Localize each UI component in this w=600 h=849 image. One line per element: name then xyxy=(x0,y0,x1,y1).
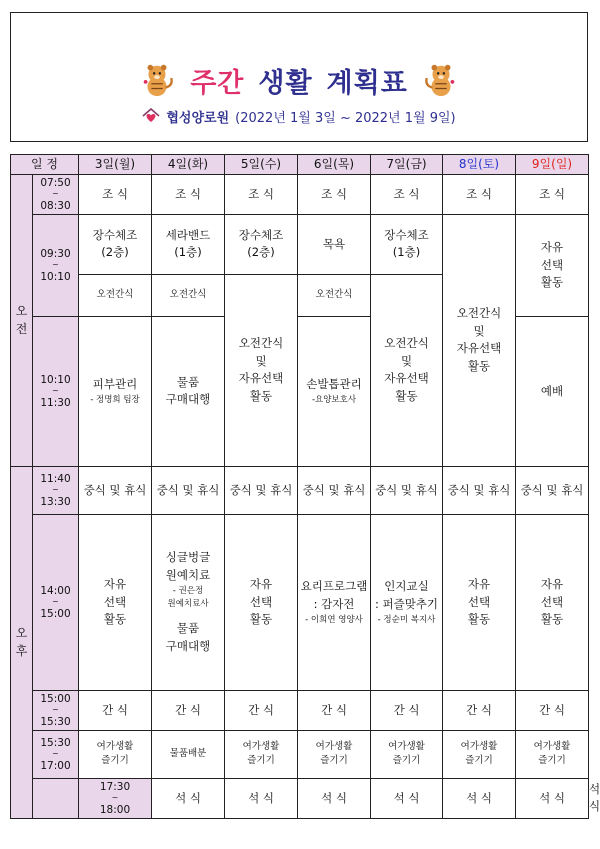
time-1530: 15:30 ~ 17:00 xyxy=(33,730,79,778)
period-am: 오 전 xyxy=(11,175,33,467)
cell-thu-snack2: 간 식 xyxy=(298,690,371,730)
period-pm-tail xyxy=(33,778,79,818)
cell-tue-breakfast: 조 식 xyxy=(152,175,225,215)
row-lunch xyxy=(11,466,589,514)
cell-sat-breakfast: 조 식 xyxy=(443,175,516,215)
header-row xyxy=(11,155,589,175)
cell-tue-snack2: 간 식 xyxy=(152,690,225,730)
col-header-fri: 7일(금) xyxy=(371,155,443,175)
tiger-mascot-icon xyxy=(422,60,460,100)
cell-sat-afternoon: 자유 선택 활동 xyxy=(443,514,516,690)
period-pm: 오 후 xyxy=(11,466,33,818)
schedule-table xyxy=(10,154,600,819)
cell-fri-dinner: 석 식 xyxy=(443,778,516,818)
cell-mon-care: 피부관리 - 정명희 팀장 xyxy=(79,316,152,466)
cell-fri-lunch: 중식 및 휴식 xyxy=(371,466,443,514)
cell-thu-dinner: 석 식 xyxy=(371,778,443,818)
cell-tue-afternoon: 싱글벙글 원예치료 - 권은정 원예치료사 물품 구매대행 xyxy=(152,514,225,690)
cell-wed-afternoon: 자유 선택 활동 xyxy=(225,514,298,690)
cell-fri-afternoon: 인지교실 : 퍼즐맞추기 - 정순미 복지사 xyxy=(371,514,443,690)
row-1530 xyxy=(11,730,589,778)
cell-sat-lunch: 중식 및 휴식 xyxy=(443,466,516,514)
cell-mon-lunch: 중식 및 휴식 xyxy=(79,466,152,514)
cell-wed-breakfast: 조 식 xyxy=(225,175,298,215)
cell-tue-exercise: 세라밴드 (1층) xyxy=(152,214,225,274)
cell-sun-afternoon: 자유 선택 활동 xyxy=(516,514,589,690)
time-0930: 09:30 ~ 10:10 xyxy=(33,214,79,316)
cell-wed-morning: 오전간식 및 자유선택 활동 xyxy=(225,274,298,466)
date-range: (2022년 1월 3일 ~ 2022년 1월 9일) xyxy=(235,110,456,126)
cell-mon-exercise: 장수체조 (2층) xyxy=(79,214,152,274)
time-1400: 14:00 ~ 15:00 xyxy=(33,514,79,690)
col-header-sun: 9일(일) xyxy=(516,155,589,175)
col-header-schedule: 일 정 xyxy=(11,155,79,175)
org-name: 협성양로원 xyxy=(166,110,230,126)
time-1010: 10:10 ~ 11:30 xyxy=(33,316,79,466)
time-0750: 07:50 ~ 08:30 xyxy=(33,175,79,215)
row-breakfast xyxy=(11,175,589,215)
cell-mon-breakfast: 조 식 xyxy=(79,175,152,215)
cell-tue-errand: 물품 구매대행 xyxy=(152,316,225,466)
time-1140: 11:40 ~ 13:30 xyxy=(33,466,79,514)
cell-thu-nail: 손발톱관리 -요양보호사 xyxy=(298,316,371,466)
cell-wed-lunch: 중식 및 휴식 xyxy=(225,466,298,514)
cell-mon-leisure: 여가생활 즐기기 xyxy=(79,730,152,778)
cell-sat-leisure: 여가생활 즐기기 xyxy=(443,730,516,778)
row-1400 xyxy=(11,514,589,690)
cell-mon-afternoon: 자유 선택 활동 xyxy=(79,514,152,690)
cell-mon-dinner: 석 식 xyxy=(152,778,225,818)
time-1500: 15:00 ~ 15:30 xyxy=(33,690,79,730)
cell-fri-snack2: 간 식 xyxy=(371,690,443,730)
cell-fri-breakfast: 조 식 xyxy=(371,175,443,215)
col-header-mon: 3일(월) xyxy=(79,155,152,175)
title-word-weekly: 주간 xyxy=(190,67,245,99)
cell-sun-breakfast: 조 식 xyxy=(516,175,589,215)
col-header-tue: 4일(화) xyxy=(152,155,225,175)
cell-wed-exercise: 장수체조 (2층) xyxy=(225,214,298,274)
cell-mon-snack2: 간 식 xyxy=(79,690,152,730)
subtitle-row xyxy=(11,105,587,127)
time-1730: 17:30 ~ 18:00 xyxy=(79,778,152,818)
house-heart-icon xyxy=(142,108,160,124)
cell-sun-lunch: 중식 및 휴식 xyxy=(516,466,589,514)
row-dinner: 17:30 ~ 18:00 석 식 석 식 석 식 석 식 석 식 석 식 석 식 xyxy=(11,778,589,818)
col-header-thu: 6일(목) xyxy=(298,155,371,175)
row-0930 xyxy=(11,214,589,274)
cell-thu-afternoon: 요리프로그램 : 감자전 - 이희연 영양사 xyxy=(298,514,371,690)
title-word-life: 생활 xyxy=(258,67,313,99)
col-header-wed: 5일(수) xyxy=(225,155,298,175)
cell-sat-snack2: 간 식 xyxy=(443,690,516,730)
cell-wed-dinner: 석 식 xyxy=(298,778,371,818)
cell-fri-leisure: 여가생활 즐기기 xyxy=(371,730,443,778)
cell-wed-snack2: 간 식 xyxy=(225,690,298,730)
cell-tue-lunch: 중식 및 휴식 xyxy=(152,466,225,514)
cell-tue-leisure: 물품배분 xyxy=(152,730,225,778)
cell-sun-worship: 예배 xyxy=(516,316,589,466)
header-box xyxy=(10,12,588,142)
tiger-mascot-icon xyxy=(138,60,176,100)
cell-mon-snack: 오전간식 xyxy=(79,274,152,316)
cell-thu-snack: 오전간식 xyxy=(298,274,371,316)
cell-thu-lunch: 중식 및 휴식 xyxy=(298,466,371,514)
cell-wed-leisure: 여가생활 즐기기 xyxy=(225,730,298,778)
cell-sun-snack2: 간 식 xyxy=(516,690,589,730)
cell-tue-dinner: 석 식 xyxy=(225,778,298,818)
cell-sat-dinner: 석 식 xyxy=(516,778,589,818)
cell-thu-bath: 목욕 xyxy=(298,214,371,274)
cell-sun-free: 자유 선택 활동 xyxy=(516,214,589,316)
cell-sun-leisure: 여가생활 즐기기 xyxy=(516,730,589,778)
cell-thu-leisure: 여가생활 즐기기 xyxy=(298,730,371,778)
cell-thu-breakfast: 조 식 xyxy=(298,175,371,215)
row-1500 xyxy=(11,690,589,730)
title-row xyxy=(11,57,587,103)
title-word-plan: 계획표 xyxy=(326,67,408,99)
cell-tue-snack: 오전간식 xyxy=(152,274,225,316)
cell-sat-morning: 오전간식 및 자유선택 활동 xyxy=(443,214,516,466)
cell-fri-exercise: 장수체조 (1층) xyxy=(371,214,443,274)
cell-fri-morning: 오전간식 및 자유선택 활동 xyxy=(371,274,443,466)
col-header-sat: 8일(토) xyxy=(443,155,516,175)
